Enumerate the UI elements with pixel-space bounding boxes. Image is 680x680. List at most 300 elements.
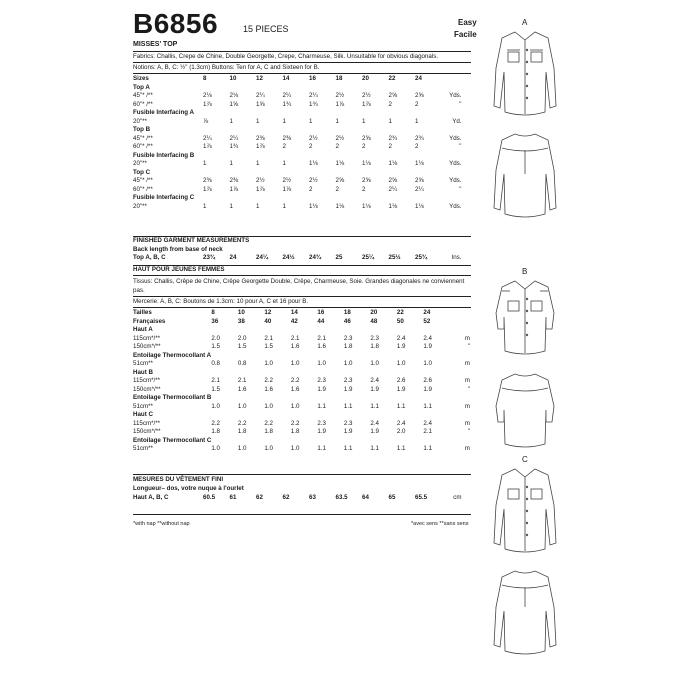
table-cell: 2.6 xyxy=(396,377,406,384)
row-label: 60"* /** xyxy=(133,100,153,108)
table-cell: 2.1 xyxy=(317,334,326,342)
table-cell: 2 xyxy=(309,143,313,150)
unit-cell xyxy=(442,169,462,178)
divider xyxy=(133,474,471,475)
table-row xyxy=(133,428,470,437)
table-cell: 2½ xyxy=(309,177,318,184)
row-label: Top B xyxy=(133,126,151,133)
table-cell: 24½ xyxy=(282,254,295,261)
table-cell xyxy=(362,194,389,203)
table-cell: 44 xyxy=(317,317,325,325)
table-cell xyxy=(291,394,318,403)
table-cell: 1 xyxy=(203,202,207,210)
table-cell: 2.3 xyxy=(317,377,326,384)
table-cell: 2⅛ xyxy=(203,92,212,99)
table-cell: 2.3 xyxy=(370,334,379,342)
table-cell: 1.0 xyxy=(396,360,406,367)
table-cell xyxy=(370,411,397,420)
table-cell: 1.5 xyxy=(264,343,273,350)
table-cell: 1⅝ xyxy=(256,100,265,108)
row-label: 51cm** xyxy=(133,445,153,452)
table-cell: 2¼ xyxy=(256,92,265,99)
table-cell xyxy=(230,84,257,93)
table-cell: 2 xyxy=(282,143,286,150)
unit-cell: " xyxy=(467,385,470,393)
table-cell: 1.1 xyxy=(370,402,379,410)
table-cell: 1⅞ xyxy=(335,100,345,108)
table-cell: 10 xyxy=(229,75,237,82)
table-cell: 10 xyxy=(237,309,245,316)
footnote-en: *with nap **without nap xyxy=(133,521,190,527)
unit-cell xyxy=(450,309,470,318)
back-length-fr: Longueur– dos, votre nuque à l'ourlet xyxy=(133,485,244,492)
table-cell: 1⅛ xyxy=(362,202,371,210)
table-cell xyxy=(389,126,416,135)
table-cell xyxy=(389,84,416,93)
table-cell: 2⅝ xyxy=(388,177,398,184)
table-cell: 1¾ xyxy=(282,100,292,108)
unit-cell: Yds. xyxy=(449,177,462,184)
table-cell xyxy=(283,109,310,118)
table-cell: 2⅜ xyxy=(282,134,292,142)
table-row xyxy=(133,126,462,135)
table-cell: 1.9 xyxy=(317,385,326,393)
table-cell: 1 xyxy=(282,160,286,167)
row-label: 150cm*/** xyxy=(133,428,161,435)
shirt-c-back-illustration xyxy=(490,567,560,659)
table-cell xyxy=(336,109,363,118)
row-label: 150cm*/** xyxy=(133,385,161,393)
table-cell: 1.1 xyxy=(396,402,406,410)
table-cell xyxy=(397,326,424,335)
table-row xyxy=(133,386,470,395)
table-cell: 63.5 xyxy=(335,494,348,501)
table-cell: 1.9 xyxy=(317,428,326,435)
unit-cell: Yds. xyxy=(449,202,462,210)
table-cell: 1 xyxy=(229,117,233,125)
table-cell xyxy=(211,326,238,335)
table-cell xyxy=(230,194,257,203)
table-row xyxy=(133,203,462,212)
difficulty xyxy=(454,17,477,41)
table-cell: 2.6 xyxy=(423,377,432,384)
table-cell: 2.3 xyxy=(343,377,353,384)
table-cell: 2¼ xyxy=(388,185,398,193)
piece-count: 15 PIECES xyxy=(243,24,289,34)
fabrics-en: Fabrics: Challis, Crepe de Chine, Double Georgette, Crepe, Charmeuse, Silk. Unsuitable for obvious diagonals. xyxy=(133,53,439,60)
table-row xyxy=(133,445,470,454)
table-cell: 1.5 xyxy=(211,343,220,350)
unit-cell xyxy=(450,352,470,361)
table-cell: 1.9 xyxy=(423,385,432,393)
table-row xyxy=(133,186,462,195)
table-cell: 1 xyxy=(256,117,260,125)
table-cell xyxy=(423,369,450,378)
table-cell: 1.0 xyxy=(423,360,432,367)
table-cell xyxy=(317,369,344,378)
row-label: 115cm*/** xyxy=(133,377,161,384)
table-row xyxy=(133,75,462,84)
table-cell xyxy=(317,394,344,403)
subtitle: MISSES' TOP xyxy=(133,41,178,48)
table-row xyxy=(133,403,470,412)
table-cell: 1.1 xyxy=(423,402,432,410)
row-label: 20"** xyxy=(133,160,147,167)
table-cell: 2⅝ xyxy=(415,92,424,99)
table-row xyxy=(133,109,462,118)
table-cell: 1.0 xyxy=(370,360,379,367)
table-cell: 1⅛ xyxy=(388,160,398,167)
table-cell xyxy=(362,152,389,161)
table-cell xyxy=(203,84,230,93)
table-cell: 20 xyxy=(362,75,369,82)
unit-cell: m xyxy=(464,377,470,384)
table-cell xyxy=(283,126,310,135)
table-cell xyxy=(415,126,442,135)
table-cell: 1.5 xyxy=(211,385,220,393)
unit-cell: m xyxy=(464,445,470,452)
table-cell: 2.4 xyxy=(370,419,379,427)
table-cell: 1.1 xyxy=(423,445,432,452)
table-cell: 1⅞ xyxy=(282,185,292,193)
table-cell: 2 xyxy=(415,143,419,150)
row-label: Haut A, B, C xyxy=(133,494,169,501)
table-cell xyxy=(397,369,424,378)
table-row xyxy=(133,420,470,429)
table-cell: 2½ xyxy=(282,177,292,184)
table-cell: 2⅝ xyxy=(335,177,345,184)
table-row xyxy=(133,169,462,178)
table-cell xyxy=(211,411,238,420)
table-cell: 1.9 xyxy=(423,343,432,350)
table-cell: 12 xyxy=(256,75,263,82)
table-cell: 2.4 xyxy=(396,334,406,342)
table-cell: 2.3 xyxy=(317,419,326,427)
table-cell: 1⅛ xyxy=(415,202,424,210)
table-cell: 2 xyxy=(335,143,339,150)
table-cell xyxy=(397,352,424,361)
table-cell: 50 xyxy=(396,317,404,325)
table-cell: 1.1 xyxy=(317,445,326,452)
unit-cell: " xyxy=(459,100,462,108)
table-cell: 1.8 xyxy=(290,428,300,435)
divider xyxy=(133,62,471,63)
table-cell: 1⅝ xyxy=(229,100,239,108)
table-cell: 38 xyxy=(237,317,245,325)
table-cell xyxy=(344,369,371,378)
table-row xyxy=(133,437,470,446)
table-row xyxy=(133,101,462,110)
table-cell xyxy=(397,411,424,420)
table-cell: 1.0 xyxy=(290,360,300,367)
table-cell xyxy=(283,169,310,178)
back-length-en: Back length from base of neck xyxy=(133,246,223,253)
table-cell: 1.9 xyxy=(370,385,379,393)
table-cell xyxy=(256,152,283,161)
table-cell: 2.0 xyxy=(211,334,220,342)
row-label: 45"* /** xyxy=(133,177,153,184)
table-cell xyxy=(283,194,310,203)
table-cell xyxy=(291,326,318,335)
table-row xyxy=(133,177,462,186)
finished-table-en xyxy=(133,254,462,263)
table-cell xyxy=(362,84,389,93)
row-label: 51cm** xyxy=(133,360,153,367)
unit-cell: " xyxy=(467,428,470,435)
table-cell: 1.6 xyxy=(290,343,300,350)
table-cell: 2 xyxy=(335,185,339,193)
unit-cell: Yds. xyxy=(449,160,462,167)
table-cell: 22 xyxy=(396,309,404,316)
footnote-fr: *avec sens **sans sens xyxy=(411,521,469,527)
table-cell xyxy=(238,437,265,446)
table-cell: 14 xyxy=(282,75,290,82)
table-cell xyxy=(203,109,230,118)
table-cell: 2⅝ xyxy=(362,177,371,184)
table-row xyxy=(133,343,470,352)
table-cell xyxy=(423,394,450,403)
heading-fr: HAUT POUR JEUNES FEMMES xyxy=(133,266,225,273)
table-cell: 48 xyxy=(370,317,378,325)
unit-cell: m xyxy=(464,360,470,367)
table-row xyxy=(133,326,470,335)
table-cell: 2⅝ xyxy=(415,177,424,184)
table-cell xyxy=(264,437,291,446)
table-cell xyxy=(211,437,238,446)
table-cell: 2½ xyxy=(335,92,345,99)
row-label: Top C xyxy=(133,168,151,176)
table-cell: 1⅞ xyxy=(203,100,212,108)
table-cell: 2.1 xyxy=(290,334,300,342)
unit-cell xyxy=(450,394,470,403)
unit-cell: Yds. xyxy=(449,134,462,142)
table-cell xyxy=(283,152,310,161)
table-cell xyxy=(291,369,318,378)
table-cell: 42 xyxy=(290,317,298,325)
shirt-b-back-illustration xyxy=(490,370,560,452)
table-cell: 1.5 xyxy=(237,343,247,350)
table-cell xyxy=(256,109,283,118)
view-label-b: B xyxy=(522,267,528,276)
table-cell xyxy=(336,169,363,178)
table-cell: 2.2 xyxy=(290,419,300,427)
finished-heading-en: FINISHED GARMENT MEASUREMENTS xyxy=(133,237,250,244)
row-label: 45"* /** xyxy=(133,134,153,142)
table-cell xyxy=(317,326,344,335)
table-cell xyxy=(230,169,257,178)
table-cell xyxy=(291,352,318,361)
table-cell: 1 xyxy=(256,160,260,167)
notions-fr: Mercerie: A, B, C: Boutons de 1.3cm: 10 pour A, C et 16 pour B. xyxy=(133,298,309,305)
table-cell: 0.8 xyxy=(237,360,247,367)
table-cell: 2.3 xyxy=(343,419,353,427)
table-cell: 1.6 xyxy=(317,343,326,350)
table-cell: 2¼ xyxy=(415,185,424,193)
table-cell: 1⅛ xyxy=(309,160,318,167)
table-cell: 1.0 xyxy=(237,445,247,452)
table-cell: 1.1 xyxy=(317,402,326,410)
table-row xyxy=(133,135,462,144)
table-cell: 2.4 xyxy=(396,419,406,427)
table-cell: 0.8 xyxy=(211,360,220,367)
table-row xyxy=(133,360,470,369)
row-label: Entoilage Thermocollant C xyxy=(133,436,212,444)
table-cell xyxy=(291,411,318,420)
table-cell: 25½ xyxy=(388,254,401,261)
unit-cell xyxy=(442,126,462,135)
table-cell: 2 xyxy=(388,143,392,150)
table-cell xyxy=(230,152,257,161)
table-cell xyxy=(344,411,371,420)
table-cell: 16 xyxy=(309,75,316,82)
table-cell xyxy=(362,169,389,178)
table-cell: 1.1 xyxy=(370,445,379,452)
shirt-b-front-illustration xyxy=(490,277,560,359)
table-cell: 46 xyxy=(343,317,351,325)
table-cell: 1.0 xyxy=(211,402,220,410)
table-cell xyxy=(309,126,336,135)
table-cell xyxy=(423,437,450,446)
table-cell xyxy=(238,394,265,403)
table-cell: 64 xyxy=(362,494,369,501)
table-cell: 1.1 xyxy=(396,445,406,452)
unit-cell xyxy=(450,318,470,327)
table-cell xyxy=(264,352,291,361)
unit-cell xyxy=(450,326,470,335)
table-cell xyxy=(211,394,238,403)
table-cell xyxy=(203,169,230,178)
table-cell xyxy=(256,194,283,203)
unit-cell: Ins. xyxy=(451,254,462,261)
table-row xyxy=(133,84,462,93)
table-cell: 2 xyxy=(309,185,313,193)
row-label: Entoilage Thermocollant A xyxy=(133,351,212,359)
table-cell: 65 xyxy=(388,494,396,501)
table-cell xyxy=(317,437,344,446)
table-cell: 1.8 xyxy=(264,428,273,435)
table-cell: 62 xyxy=(256,494,263,501)
table-row xyxy=(133,118,462,127)
table-cell: 1.8 xyxy=(370,343,379,350)
table-row xyxy=(133,152,462,161)
table-cell: 1⅞ xyxy=(203,185,212,193)
table-cell: 1⅛ xyxy=(309,202,318,210)
table-cell xyxy=(389,194,416,203)
table-cell xyxy=(336,126,363,135)
divider xyxy=(133,514,471,515)
table-row xyxy=(133,254,462,263)
unit-cell xyxy=(442,84,462,93)
table-cell: 2.2 xyxy=(211,419,220,427)
table-cell: 2 xyxy=(362,143,366,150)
table-row xyxy=(133,143,462,152)
row-label: Entoilage Thermocollant B xyxy=(133,394,212,401)
table-cell xyxy=(336,194,363,203)
table-cell: 2⅛ xyxy=(229,92,239,99)
unit-cell xyxy=(442,152,462,161)
table-cell: 22 xyxy=(388,75,396,82)
table-cell: 2 xyxy=(415,100,419,108)
table-cell xyxy=(309,84,336,93)
unit-cell: " xyxy=(459,143,462,150)
table-cell xyxy=(389,169,416,178)
table-cell: 1.0 xyxy=(237,402,247,410)
table-cell: 2¼ xyxy=(282,92,292,99)
table-cell xyxy=(238,369,265,378)
table-cell xyxy=(309,194,336,203)
table-cell: 24 xyxy=(423,309,431,316)
table-cell xyxy=(211,369,238,378)
table-cell xyxy=(309,152,336,161)
table-cell: 1.9 xyxy=(396,385,406,393)
unit-cell xyxy=(442,109,462,118)
table-cell: 1.8 xyxy=(343,343,353,350)
difficulty-en: Easy xyxy=(458,18,477,27)
pattern-number: B6856 xyxy=(133,8,219,39)
table-cell: 2¼ xyxy=(229,134,239,142)
divider xyxy=(133,307,471,308)
table-cell: 2½ xyxy=(256,177,265,184)
table-cell xyxy=(415,194,442,203)
table-cell: 1 xyxy=(282,202,286,210)
table-cell: 2.2 xyxy=(290,377,300,384)
table-cell: 25¾ xyxy=(415,254,428,261)
table-cell xyxy=(256,126,283,135)
table-cell xyxy=(397,394,424,403)
table-cell xyxy=(264,411,291,420)
table-cell: ⅞ xyxy=(203,117,209,125)
table-cell: 1 xyxy=(309,117,313,125)
table-cell xyxy=(291,437,318,446)
table-cell xyxy=(203,194,230,203)
table-cell: 24 xyxy=(415,75,422,82)
table-cell: 1 xyxy=(415,117,419,125)
table-row xyxy=(133,352,470,361)
table-row xyxy=(133,411,470,420)
table-cell xyxy=(264,326,291,335)
table-cell xyxy=(230,109,257,118)
finished-heading-fr: MESURES DU VÊTEMENT FINI xyxy=(133,476,224,483)
table-cell: 2.0 xyxy=(237,334,247,342)
table-cell: 2.1 xyxy=(423,428,432,435)
table-cell: 1 xyxy=(362,117,366,125)
table-cell xyxy=(238,411,265,420)
table-cell xyxy=(309,109,336,118)
table-cell: 2.4 xyxy=(423,419,432,427)
divider xyxy=(133,275,471,276)
table-cell: 1⅞ xyxy=(362,100,371,108)
table-cell: 2⅝ xyxy=(362,134,371,142)
table-cell xyxy=(423,411,450,420)
table-cell: 2¼ xyxy=(309,92,318,99)
divider xyxy=(133,73,471,74)
table-cell: 8 xyxy=(211,309,215,316)
unit-cell: m xyxy=(464,402,470,410)
table-cell: 24¼ xyxy=(256,254,269,261)
table-cell: 2¾ xyxy=(415,134,424,142)
table-row xyxy=(133,494,462,503)
difficulty-fr: Facile xyxy=(454,30,477,39)
table-cell: 2.4 xyxy=(370,377,379,384)
table-cell xyxy=(423,326,450,335)
table-cell xyxy=(317,352,344,361)
table-cell: 2½ xyxy=(362,92,371,99)
table-cell xyxy=(238,326,265,335)
table-cell xyxy=(203,126,230,135)
table-cell: 2.1 xyxy=(211,377,220,384)
table-cell xyxy=(415,109,442,118)
table-cell: 52 xyxy=(423,317,431,325)
